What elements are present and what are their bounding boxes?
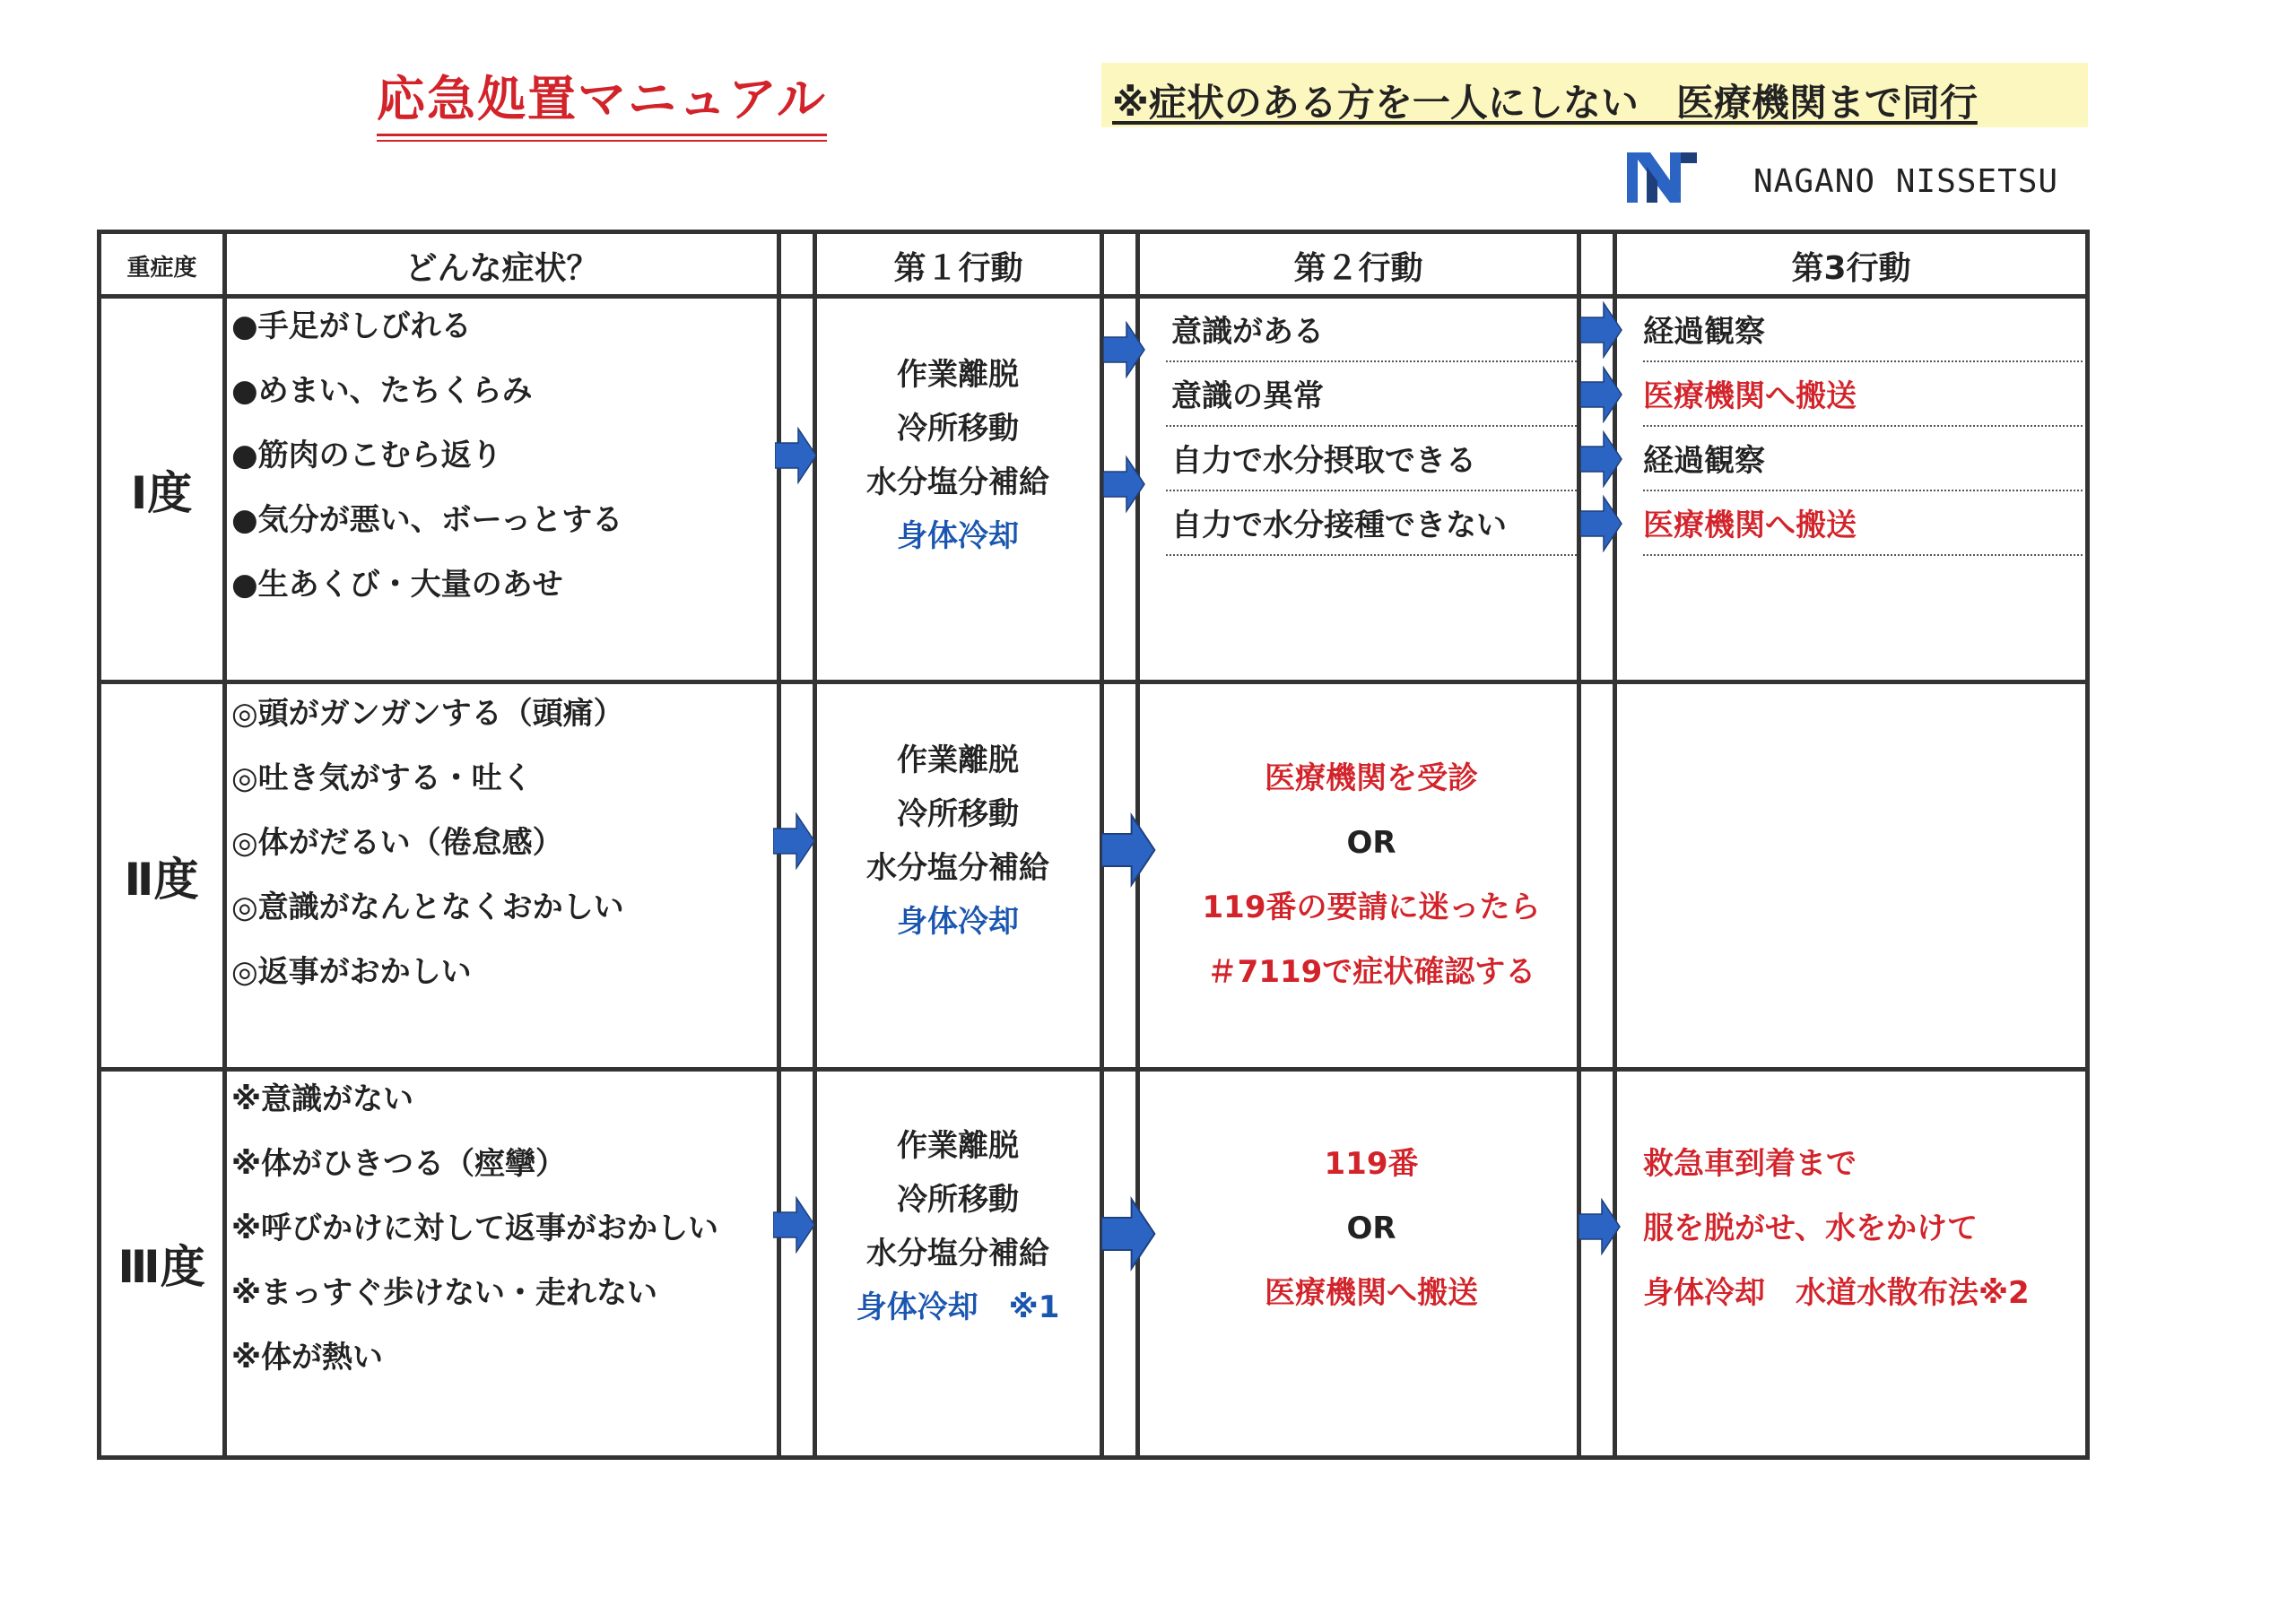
action3-item: 身体冷却 水道水散布法※2 (1643, 1275, 2030, 1311)
col-header-action2: 第２行動 (1293, 249, 1423, 287)
col-header-action1: 第１行動 (893, 249, 1023, 287)
arrow-right-icon (1103, 321, 1146, 378)
arrow-right-icon (1101, 1196, 1157, 1271)
symptom: ●生あくび・大量のあせ (231, 567, 563, 603)
action1-cooling: 身体冷却 (897, 518, 1019, 554)
symptom: ●筋肉のこむら返り (231, 438, 502, 473)
page-title: 応急処置マニュアル (377, 61, 827, 136)
action1-list (818, 733, 1098, 949)
action2-item: ＃7119で症状確認する (1206, 954, 1536, 990)
severity-2: Ⅱ度 (124, 853, 199, 906)
action3-item: 経過観察 (1643, 314, 1765, 350)
action1-item: 作業離脱 (897, 357, 1019, 393)
symptom: ※意識がない (231, 1081, 414, 1117)
action2-block (1170, 746, 1573, 1004)
action1-cooling: 身体冷却 (897, 904, 1019, 940)
action1-list (818, 1119, 1098, 1334)
action1-item: 作業離脱 (897, 1128, 1019, 1164)
action1-item: 水分塩分補給 (866, 1236, 1049, 1271)
action3-item: 経過観察 (1643, 443, 1765, 479)
symptom: ※呼びかけに対して返事がおかしい (231, 1211, 719, 1246)
action2-item: 自力で水分接種できない (1171, 508, 1507, 543)
col-header-symptoms: どんな症状？ (404, 249, 599, 287)
arrow-right-icon (773, 1196, 816, 1254)
arrow-right-icon (1580, 301, 1623, 359)
action2-item: 意識がある (1171, 314, 1324, 350)
action2-item: 意識の異常 (1171, 378, 1324, 414)
arrow-right-icon (1580, 366, 1623, 423)
arrow-right-icon (1103, 456, 1146, 513)
symptom: ◎体がだるい（倦怠感） (231, 825, 563, 861)
severity-1: Ⅰ度 (130, 466, 193, 519)
action2-item: 医療機関を受診 (1265, 760, 1478, 796)
action2-item: 医療機関へ搬送 (1265, 1275, 1478, 1311)
arrow-right-icon (1580, 430, 1623, 488)
action2-or: OR (1346, 1211, 1396, 1246)
symptom: ◎返事がおかしい (231, 954, 472, 990)
action1-item: 水分塩分補給 (866, 850, 1049, 886)
symptom: ※体がひきつる（痙攣） (231, 1146, 567, 1182)
action2-item: 自力で水分摂取できる (1171, 443, 1476, 479)
action1-item: 冷所移動 (897, 796, 1019, 832)
col-header-severity: 重症度 (126, 254, 197, 282)
symptom: ※まっすぐ歩けない・走れない (231, 1275, 658, 1311)
action1-cooling: 身体冷却 ※1 (856, 1289, 1060, 1325)
action1-item: 水分塩分補給 (866, 464, 1049, 500)
action1-item: 冷所移動 (897, 411, 1019, 447)
symptom: ●気分が悪い、ボーっとする (231, 502, 623, 538)
arrow-right-icon (773, 812, 816, 870)
symptom: ◎頭がガンガンする（頭痛） (231, 696, 624, 732)
action3-item: 救急車到着まで (1643, 1146, 1857, 1182)
action2-or: OR (1346, 825, 1396, 861)
symptom: ※体が熱い (231, 1340, 384, 1376)
action2-block (1170, 1132, 1573, 1325)
action2-item: 119番の要請に迷ったら (1202, 890, 1541, 925)
notice-text: ※症状のある方を一人にしない 医療機関まで同行 (1112, 81, 1978, 125)
action3-item: 医療機関へ搬送 (1643, 508, 1857, 543)
arrow-right-icon (1578, 1198, 1622, 1255)
arrow-right-icon (1580, 495, 1623, 552)
symptom: ●めまい、たちくらみ (231, 373, 533, 409)
col-header-action3: 第3行動 (1791, 249, 1911, 287)
nn-logo-icon (1622, 145, 1702, 210)
symptom: ●手足がしびれる (231, 308, 472, 344)
symptom: ◎吐き気がする・吐く (231, 760, 533, 796)
symptom: ◎意識がなんとなくおかしい (231, 890, 624, 925)
severity-3: Ⅲ度 (117, 1241, 205, 1293)
arrow-right-icon (775, 427, 818, 484)
action1-list (818, 348, 1098, 563)
action3-item: 服を脱がせ、水をかけて (1643, 1211, 1978, 1246)
action3-item: 医療機関へ搬送 (1643, 378, 1857, 414)
action1-item: 作業離脱 (897, 742, 1019, 778)
action2-item: 119番 (1324, 1146, 1419, 1182)
company-name: NAGANO NISSETSU (1753, 163, 2059, 200)
action1-item: 冷所移動 (897, 1182, 1019, 1218)
arrow-right-icon (1101, 812, 1157, 888)
